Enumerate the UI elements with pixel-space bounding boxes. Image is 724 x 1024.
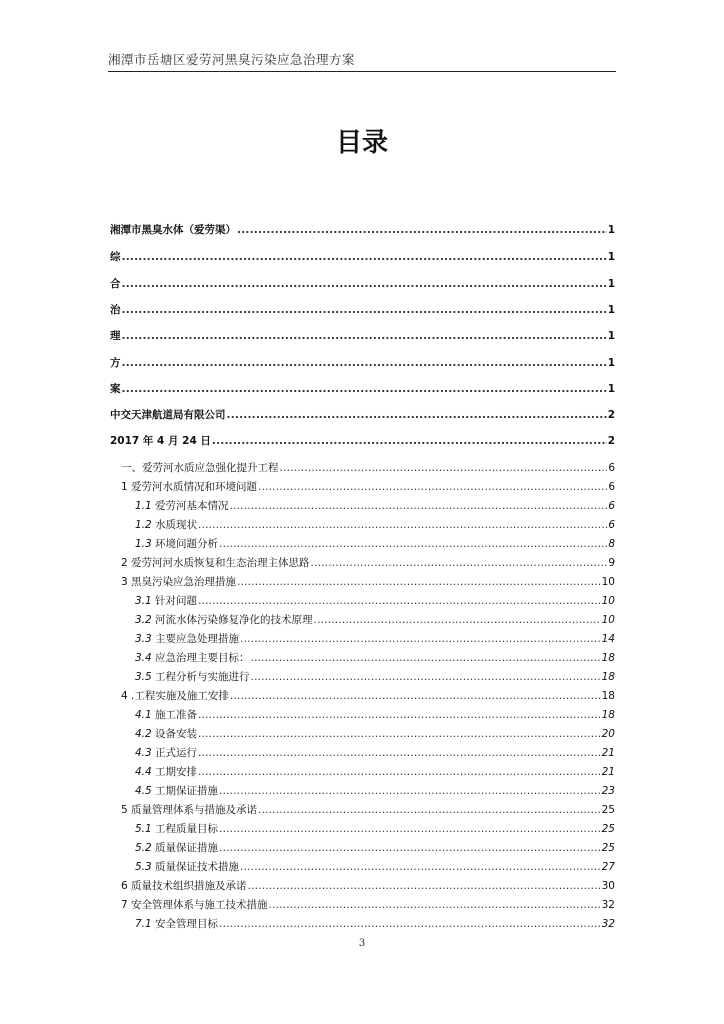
toc-entry-page: 10 bbox=[601, 595, 615, 607]
toc-entry-title: 3.1 针对问题 bbox=[135, 595, 198, 607]
toc-entry[interactable] bbox=[135, 745, 615, 760]
toc-entry[interactable] bbox=[135, 517, 615, 532]
toc-entry-title: 4.5 工期保证措施 bbox=[135, 785, 219, 797]
toc-entry-title: 1 爱劳河水质情况和环境问题 bbox=[121, 481, 258, 493]
toc-leader-dots bbox=[198, 766, 601, 778]
toc-entry-number: 5.2 bbox=[135, 842, 152, 854]
toc-entry-title: 4.2 设备安装 bbox=[135, 728, 198, 740]
toc-entry[interactable] bbox=[121, 878, 615, 893]
toc-entry-number: 4.3 bbox=[135, 747, 152, 759]
toc-entry[interactable] bbox=[135, 612, 615, 627]
toc-entry-page: 2 bbox=[607, 409, 615, 421]
toc-entry-title: 3.2 河流水体污染修复净化的技术原理 bbox=[135, 614, 313, 626]
toc-entry-page: 14 bbox=[601, 633, 615, 645]
toc-entry-title: 4.4 工期安排 bbox=[135, 766, 198, 778]
toc-entry-number: 3.2 bbox=[135, 614, 152, 626]
toc-entry-number: 1.1 bbox=[135, 500, 152, 512]
toc-entry[interactable] bbox=[135, 821, 615, 836]
toc-entry-number: 7.1 bbox=[135, 918, 152, 930]
toc-entry-number: 4.1 bbox=[135, 709, 152, 721]
toc-entry[interactable] bbox=[110, 328, 615, 343]
toc-entry-title: 综 bbox=[110, 251, 121, 263]
toc-entry-number: 5.1 bbox=[135, 823, 152, 835]
toc-entry-title: 2 爱劳河河水质恢复和生态治理主体思路 bbox=[121, 557, 310, 569]
toc-entry-number: 4.4 bbox=[135, 766, 152, 778]
toc-entry-title: 方 bbox=[110, 357, 121, 369]
toc-entry[interactable] bbox=[121, 460, 615, 475]
toc-entry-page: 18 bbox=[601, 709, 615, 721]
toc-leader-dots bbox=[122, 357, 607, 369]
toc-leader-dots bbox=[280, 462, 608, 474]
toc-entry-page: 30 bbox=[601, 880, 615, 892]
toc-entry-title: 1.3 环境问题分析 bbox=[135, 538, 219, 550]
toc-entry[interactable] bbox=[135, 783, 615, 798]
toc-entry-page: 20 bbox=[601, 728, 615, 740]
page-title: 目录 bbox=[335, 128, 388, 158]
toc-leader-dots bbox=[219, 918, 601, 930]
toc-entry-page: 25 bbox=[601, 804, 615, 816]
toc-leader-dots bbox=[251, 652, 601, 664]
toc-entry-number: 3.3 bbox=[135, 633, 152, 645]
toc-entry[interactable] bbox=[135, 498, 615, 513]
toc-leader-dots bbox=[248, 880, 601, 892]
toc-entry-number: 5.3 bbox=[135, 861, 152, 873]
toc-entry-page: 25 bbox=[601, 842, 615, 854]
toc-entry-title: 治 bbox=[110, 304, 121, 316]
toc-entry-page: 6 bbox=[608, 462, 615, 474]
toc-entry-page: 10 bbox=[601, 576, 615, 588]
toc-leader-dots bbox=[269, 899, 601, 911]
toc-entry-title: 5.2 质量保证措施 bbox=[135, 842, 219, 854]
toc-leader-dots bbox=[198, 747, 601, 759]
toc-entry-title: 4 .工程实施及施工安排 bbox=[121, 690, 229, 702]
toc-entry-title: 理 bbox=[110, 330, 121, 342]
toc-entry[interactable] bbox=[135, 840, 615, 855]
toc-entry[interactable] bbox=[110, 355, 615, 370]
toc-entry[interactable] bbox=[135, 631, 615, 646]
toc-entry-page: 27 bbox=[601, 861, 615, 873]
toc-leader-dots bbox=[240, 633, 601, 645]
toc-entry[interactable] bbox=[135, 593, 615, 608]
toc-entry[interactable] bbox=[121, 688, 615, 703]
toc-leader-dots bbox=[219, 538, 607, 550]
toc-entry-page: 1 bbox=[607, 357, 615, 369]
toc-entry-title: 7 安全管理体系与施工技术措施 bbox=[121, 899, 268, 911]
toc-leader-dots bbox=[311, 557, 608, 569]
toc-leader-dots bbox=[240, 861, 601, 873]
toc-leader-dots bbox=[198, 709, 601, 721]
toc-leader-dots bbox=[198, 728, 601, 740]
toc-leader-dots bbox=[258, 481, 607, 493]
toc-entry[interactable] bbox=[121, 897, 615, 912]
toc-entry-page: 6 bbox=[608, 481, 615, 493]
toc-entry[interactable] bbox=[135, 669, 615, 684]
toc-entry-page: 21 bbox=[601, 747, 615, 759]
toc-leader-dots bbox=[122, 330, 607, 342]
toc-entry[interactable] bbox=[110, 249, 615, 264]
toc-entry-page: 18 bbox=[601, 690, 615, 702]
page-number: 3 bbox=[358, 938, 366, 949]
toc-leader-dots bbox=[237, 224, 607, 236]
toc-entry-title: 3.3 主要应急处理措施 bbox=[135, 633, 240, 645]
toc-entry[interactable] bbox=[135, 764, 615, 779]
toc-entry[interactable] bbox=[121, 479, 615, 494]
toc-entry[interactable] bbox=[135, 650, 615, 665]
toc-entry[interactable] bbox=[135, 859, 615, 874]
toc-entry-title: 2017 年 4 月 24 日 bbox=[110, 435, 211, 447]
toc-leader-dots bbox=[314, 614, 601, 626]
toc-entry-page: 1 bbox=[607, 251, 615, 263]
toc-entry-page: 2 bbox=[607, 435, 615, 447]
toc-leader-dots bbox=[230, 690, 601, 702]
toc-entry-page: 6 bbox=[608, 519, 615, 531]
toc-entry[interactable] bbox=[110, 433, 615, 448]
toc-leader-dots bbox=[122, 251, 607, 263]
toc-entry-page: 18 bbox=[601, 652, 615, 664]
toc-entry-page: 6 bbox=[608, 500, 615, 512]
toc-entry-number: 4.5 bbox=[135, 785, 152, 797]
toc-entry-page: 32 bbox=[601, 918, 615, 930]
toc-entry-title: 一、爱劳河水质应急强化提升工程 bbox=[121, 462, 279, 474]
toc-entry-number: 3.4 bbox=[135, 652, 152, 664]
toc-entry-number: 1.2 bbox=[135, 519, 152, 531]
toc-entry-page: 1 bbox=[607, 330, 615, 342]
toc-entry-title: 6 质量技术组织措施及承诺 bbox=[121, 880, 247, 892]
toc-leader-dots bbox=[122, 383, 607, 395]
toc-entry-number: 1.3 bbox=[135, 538, 152, 550]
toc-entry[interactable] bbox=[121, 574, 615, 589]
toc-leader-dots bbox=[230, 500, 608, 512]
toc-entry-title: 3.4 应急治理主要目标： bbox=[135, 652, 250, 664]
toc-leader-dots bbox=[219, 823, 601, 835]
toc-entry[interactable] bbox=[135, 726, 615, 741]
toc-entry-page: 23 bbox=[601, 785, 615, 797]
toc-entry-title: 湘潭市黑臭水体（爱劳渠） bbox=[110, 224, 236, 236]
toc-entry-page: 21 bbox=[601, 766, 615, 778]
toc-entry-title: 4.3 正式运行 bbox=[135, 747, 198, 759]
toc-leader-dots bbox=[219, 842, 601, 854]
toc-entry[interactable] bbox=[135, 916, 615, 931]
toc-entry[interactable] bbox=[135, 707, 615, 722]
toc-entry-title: 1.2 水质现状 bbox=[135, 519, 198, 531]
toc-entry-page: 1 bbox=[607, 383, 615, 395]
toc-leader-dots bbox=[251, 671, 601, 683]
toc-leader-dots bbox=[227, 409, 607, 421]
toc-leader-dots bbox=[122, 278, 607, 290]
toc-entry-title: 案 bbox=[110, 383, 121, 395]
toc-entry-page: 1 bbox=[607, 278, 615, 290]
toc-entry-title: 1.1 爱劳河基本情况 bbox=[135, 500, 229, 512]
toc-entry[interactable] bbox=[135, 536, 615, 551]
toc-entry[interactable] bbox=[121, 555, 615, 570]
toc-entry-page: 18 bbox=[601, 671, 615, 683]
toc-entry[interactable] bbox=[110, 407, 615, 422]
toc-entry-number: 3.1 bbox=[135, 595, 152, 607]
toc-entry-page: 25 bbox=[601, 823, 615, 835]
toc-entry-title: 中交天津航道局有限公司 bbox=[110, 409, 226, 421]
toc-entry-page: 1 bbox=[607, 224, 615, 236]
toc-entry-page: 1 bbox=[607, 304, 615, 316]
toc-entry-title: 5 质量管理体系与措施及承诺 bbox=[121, 804, 258, 816]
toc-entry-title: 合 bbox=[110, 278, 121, 290]
toc-leader-dots bbox=[198, 519, 607, 531]
toc-entry[interactable] bbox=[121, 802, 615, 817]
toc-entry[interactable] bbox=[110, 222, 615, 237]
toc-leader-dots bbox=[258, 804, 601, 816]
toc-entry-number: 3.5 bbox=[135, 671, 152, 683]
toc-leader-dots bbox=[122, 304, 607, 316]
toc-entry-title: 4.1 施工准备 bbox=[135, 709, 198, 721]
toc-leader-dots bbox=[237, 576, 601, 588]
toc-entry-page: 32 bbox=[601, 899, 615, 911]
toc-entry[interactable] bbox=[110, 302, 615, 317]
toc-entry-title: 5.3 质量保证技术措施 bbox=[135, 861, 240, 873]
toc-leader-dots bbox=[212, 435, 607, 447]
running-header: 湘潭市岳塘区爱劳河黑臭污染应急治理方案 bbox=[108, 50, 616, 72]
toc-entry[interactable] bbox=[110, 381, 615, 396]
toc-entry-title: 5.1 工程质量目标 bbox=[135, 823, 219, 835]
toc-leader-dots bbox=[198, 595, 601, 607]
toc-entry-page: 8 bbox=[608, 538, 615, 550]
toc-entry[interactable] bbox=[110, 276, 615, 291]
toc-entry-title: 3.5 工程分析与实施进行 bbox=[135, 671, 250, 683]
toc-leader-dots bbox=[219, 785, 601, 797]
toc-entry-number: 4.2 bbox=[135, 728, 152, 740]
toc-entry-page: 9 bbox=[608, 557, 615, 569]
toc-entry-page: 10 bbox=[601, 614, 615, 626]
toc-entry-title: 7.1 安全管理目标 bbox=[135, 918, 219, 930]
toc-entry-title: 3 黑臭污染应急治理措施 bbox=[121, 576, 237, 588]
